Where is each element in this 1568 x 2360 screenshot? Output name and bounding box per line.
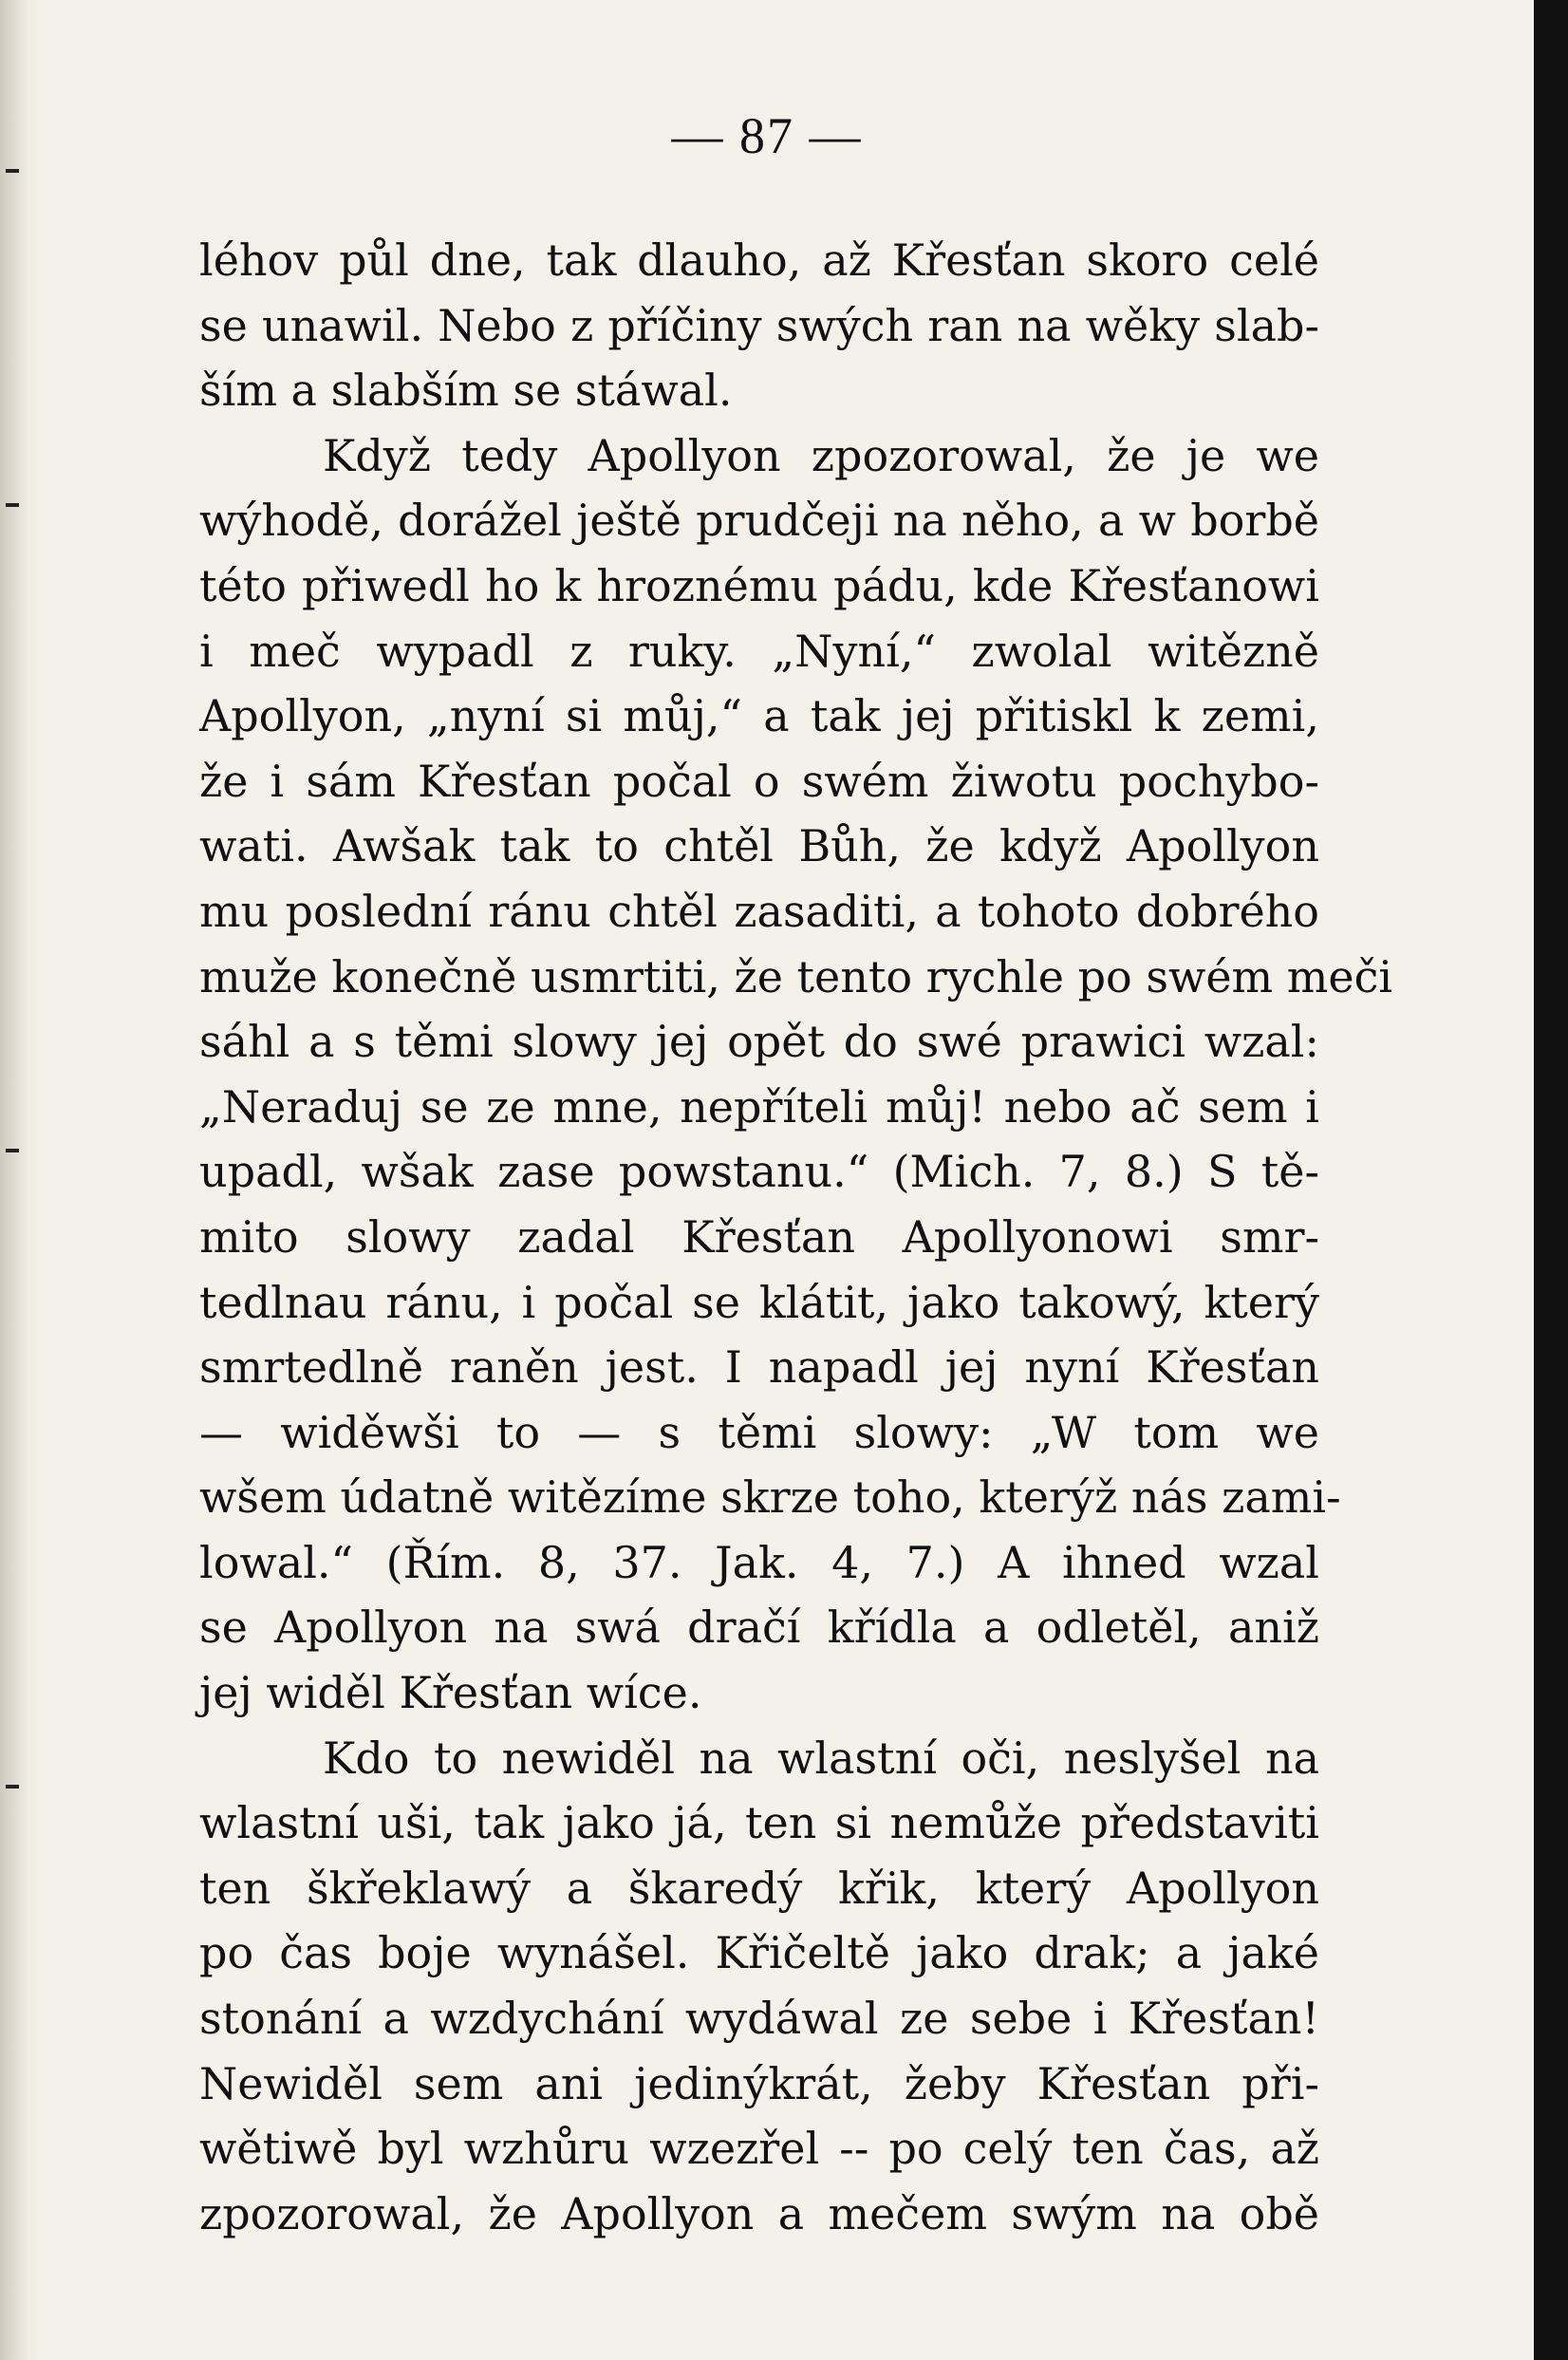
text-line: po čas boje wynášel. Křičeltě jako drak; a jaké [199, 1927, 1319, 1979]
page-right-edge [1534, 0, 1568, 2360]
text-line: se unawil. Nebo z příčiny swých ran na wěky slab- [199, 299, 1319, 351]
page-left-edge [0, 0, 49, 2360]
text-line: mito slowy zadal Křesťan Apollyonowi smr- [199, 1210, 1319, 1263]
text-line: že i sám Křesťan počal o swém žiwotu pochybo- [199, 755, 1319, 807]
text-line: wýhodě, dorážel ještě prudčeji na něho, a w borbě [199, 495, 1319, 547]
text-line: ten škřeklawý a škaredý křik, který Apollyon [199, 1862, 1319, 1914]
text-line: wětiwě byl wzhůru wzezřel -- po celý ten čas, až [199, 2123, 1319, 2175]
text-line: Apollyon, „nyní si můj,“ a tak jej přitiskl k zemi, [199, 690, 1319, 742]
text-line: této přiwedl ho k hroznému pádu, kde Křesťanowi [199, 559, 1319, 611]
text-line: se Apollyon na swá dračí křídla a odletěl, aniž [199, 1601, 1319, 1654]
text-line: i meč wypadl z ruky. „Nyní,“ zwolal witězně [199, 625, 1319, 677]
text-line: stonání a wzdychání wydáwal ze sebe i Křesťan! [199, 1993, 1319, 2045]
margin-mark [6, 1149, 19, 1152]
text-line: sáhl a s těmi slowy jej opět do swé prawici wzal: [199, 1016, 1319, 1068]
text-line: Newiděl sem ani jedinýkrát, žeby Křesťan při- [199, 2057, 1319, 2109]
text-line: smrtedlně raněn jest. I napadl jej nyní Křesťan [199, 1341, 1319, 1394]
text-line: muže konečně usmrtiti, že tento rychle po swém meči [199, 950, 1393, 1002]
text-line: upadl, wšak zase powstanu.“ (Mich. 7, 8.) S tě- [199, 1146, 1319, 1198]
text-line: tedlnau ránu, i počal se klátit, jako takowý, který [199, 1276, 1319, 1328]
text-line: jej widěl Křesťan wíce. [199, 1667, 702, 1719]
body-text [199, 228, 1393, 2246]
text-line: léhov půl dne, tak dlauho, až Křesťan skoro celé [199, 234, 1319, 286]
text-line: Když tedy Apollyon zpozorowal, že je we [323, 429, 1319, 481]
text-line: ším a slabším se stáwal. [199, 365, 733, 417]
margin-mark [6, 503, 19, 507]
text-line: „Neraduj se ze mne, nepříteli můj! nebo ač sem i [199, 1080, 1319, 1133]
text-line: wati. Awšak tak to chtěl Bůh, že když Apollyon [199, 820, 1319, 872]
text-line: mu poslední ránu chtěl zasaditi, a tohoto dobrého [199, 885, 1319, 937]
text-line: zpozorowal, že Apollyon a mečem swým na obě [199, 2187, 1319, 2239]
page-number: — 87 — [671, 107, 863, 164]
text-line: — widěwši to — s těmi slowy: „W tom we [199, 1406, 1319, 1458]
text-line: wlastní uši, tak jako já, ten si nemůže představiti [199, 1797, 1319, 1849]
margin-mark [6, 1785, 19, 1789]
text-line: wšem údatně witězíme skrze toho, kterýž nás zami- [199, 1471, 1341, 1524]
margin-mark [6, 169, 19, 173]
text-line: lowal.“ (Řím. 8, 37. Jak. 4, 7.) A ihned wzal [199, 1536, 1319, 1588]
text-line: Kdo to newiděl na wlastní oči, neslyšel na [323, 1732, 1319, 1784]
